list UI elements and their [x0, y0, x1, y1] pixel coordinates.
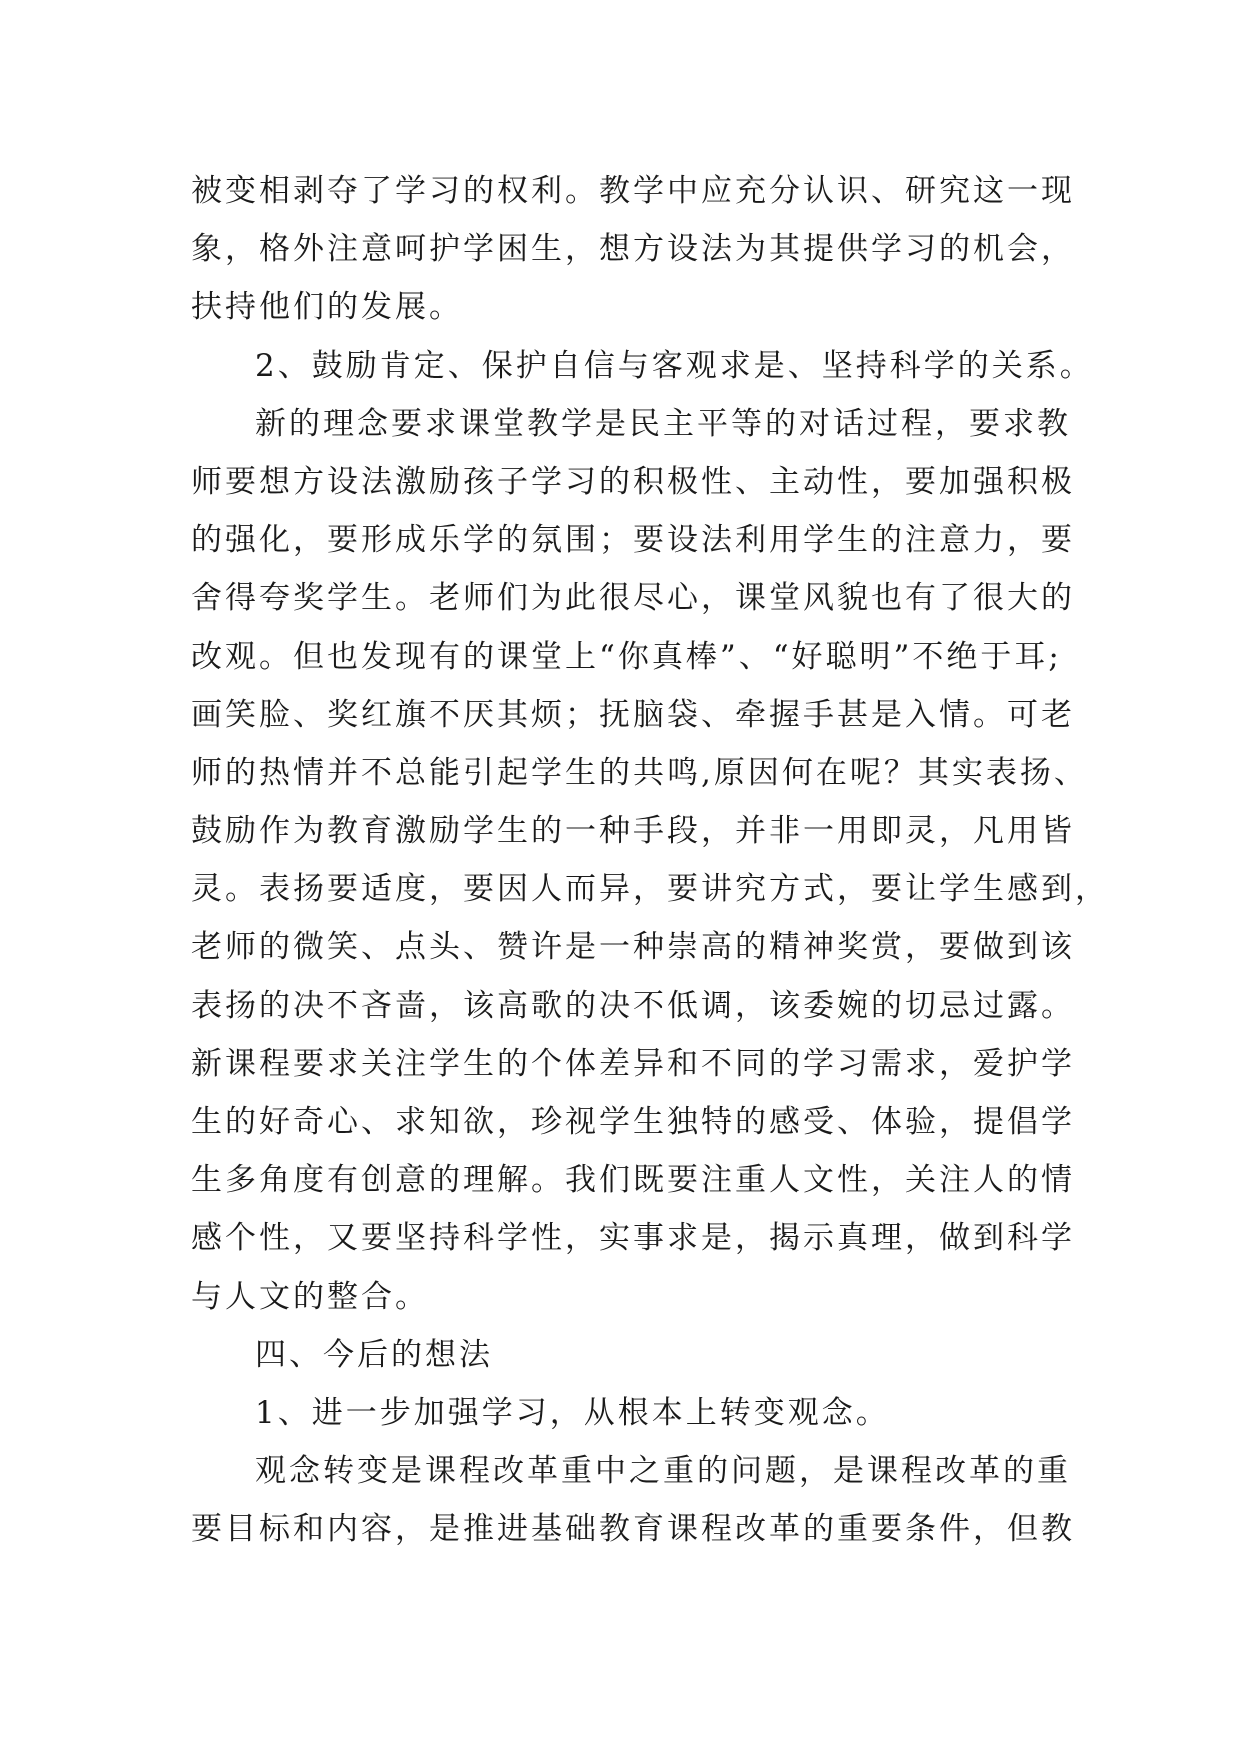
paragraph-start: 观念转变是课程改革重中之重的问题，是课程改革的重: [255, 1453, 1071, 1490]
text-line: 生的好奇心、求知欲，珍视学生独特的感受、体验，提倡学: [191, 1104, 1075, 1140]
section-heading: 1、进一步加强学习，从根本上转变观念。: [255, 1394, 890, 1431]
section-heading: 2、鼓励肯定、保护自信与客观求是、坚持科学的关系。: [255, 347, 1094, 384]
text-line: 表扬的决不吝啬，该高歌的决不低调，该委婉的切忌过露。: [191, 987, 1075, 1024]
text-line: 生多角度有创意的理解。我们既要注重人文性，关注人的情: [191, 1162, 1075, 1199]
section-heading: 四、今后的想法: [255, 1336, 493, 1373]
body-text: [191, 162, 1109, 1559]
text-line: 画笑脸、奖红旗不厌其烦；抚脑袋、牵握手甚是入情。可老: [191, 696, 1075, 733]
text-line: 灵。表扬要适度，要因人而异，要讲究方式，要让学生感到，: [191, 871, 1109, 908]
text-line: 象，格外注意呵护学困生，想方设法为其提供学习的机会，: [191, 231, 1075, 268]
paragraph-start: 新的理念要求课堂教学是民主平等的对话过程，要求教: [255, 405, 1071, 442]
text-line: 要目标和内容，是推进基础教育课程改革的重要条件，但教: [191, 1511, 1075, 1548]
text-line: 与人文的整合。: [191, 1278, 429, 1315]
text-line: 新课程要求关注学生的个体差异和不同的学习需求，爱护学: [191, 1045, 1075, 1082]
text-line: 感个性，又要坚持科学性，实事求是，揭示真理，做到科学: [191, 1220, 1075, 1257]
text-line: 扶持他们的发展。: [191, 289, 463, 326]
text-line: 被变相剥夺了学习的权利。教学中应充分认识、研究这一现: [191, 173, 1075, 209]
text-line: 师的热情并不总能引起学生的共鸣,原因何在呢？其实表扬、: [191, 754, 1088, 791]
text-line: 鼓励作为教育激励学生的一种手段，并非一用即灵，凡用皆: [191, 813, 1075, 850]
text-line: 的强化，要形成乐学的氛围；要设法利用学生的注意力，要: [191, 522, 1075, 559]
text-line: 舍得夸奖学生。老师们为此很尽心，课堂风貌也有了很大的: [191, 580, 1075, 617]
text-line: 师要想方设法激励孩子学习的积极性、主动性，要加强积极: [191, 463, 1075, 500]
text-line: 老师的微笑、点头、赞许是一种崇高的精神奖赏，要做到该: [191, 929, 1075, 966]
text-line: 改观。但也发现有的课堂上“你真棒”、“好聪明”不绝于耳;: [191, 638, 1062, 675]
